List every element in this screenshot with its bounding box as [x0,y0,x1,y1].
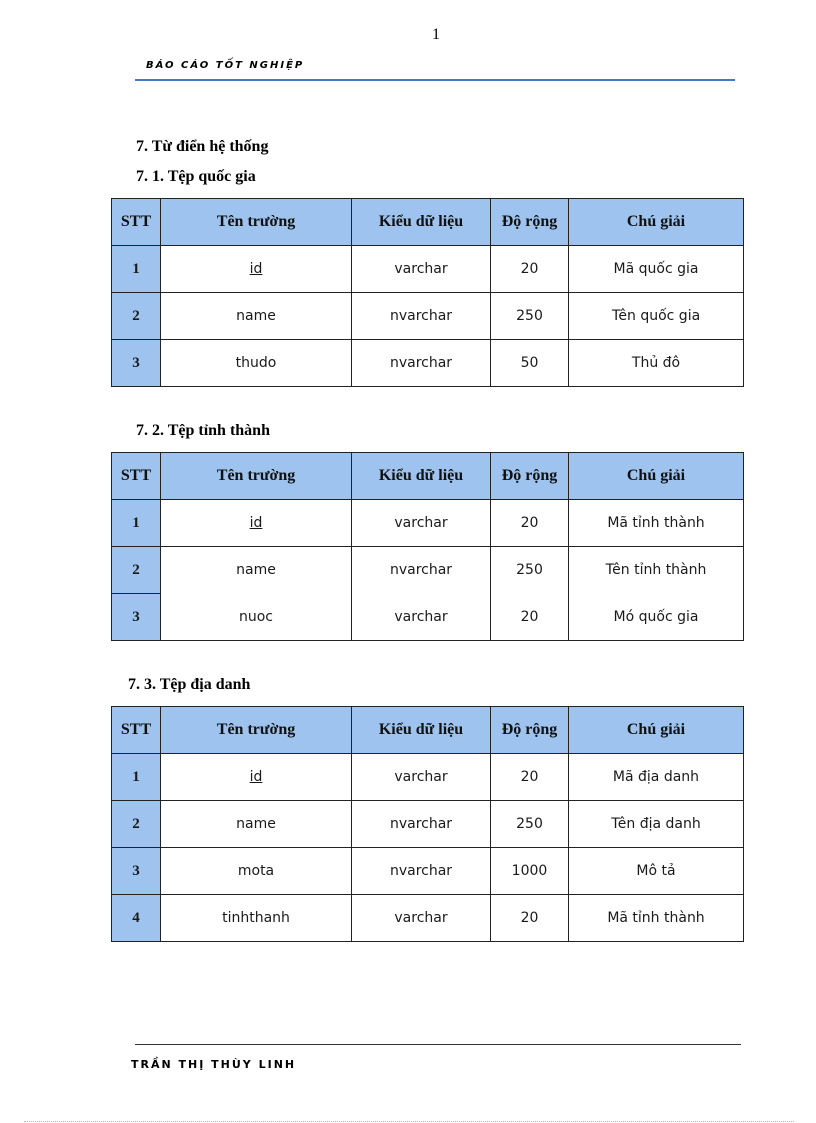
cell-stt: 3 [112,848,161,895]
cell-note: Mó quốc gia [569,594,744,641]
cell-data-type: nvarchar [352,293,491,340]
cell-field-name: id [161,500,352,547]
cell-field-name: name [161,293,352,340]
cell-stt: 1 [112,500,161,547]
cell-field-name: name [161,547,352,594]
footer-divider [135,1044,741,1045]
cell-data-type: varchar [352,500,491,547]
table-header-row [112,199,744,246]
page-bottom-border [24,1121,794,1122]
cell-field-name: id [161,246,352,293]
header-width: Độ rộng [491,199,569,246]
cell-width: 250 [491,293,569,340]
header-note: Chú giải [569,453,744,500]
cell-field-name: id [161,754,352,801]
header-field-name: Tên trường [161,199,352,246]
header-stt: STT [112,707,161,754]
header-stt: STT [112,453,161,500]
header-note: Chú giải [569,199,744,246]
table-heading-country: 7. 1. Tệp quốc gia [136,168,256,185]
cell-note: Tên quốc gia [569,293,744,340]
cell-note: Mã quốc gia [569,246,744,293]
page-number: 1 [432,26,440,43]
cell-stt: 2 [112,801,161,848]
cell-stt: 1 [112,246,161,293]
cell-stt: 1 [112,754,161,801]
cell-note: Tên tỉnh thành [569,547,744,594]
cell-width: 20 [491,500,569,547]
cell-field-name: thudo [161,340,352,387]
cell-note: Thủ đô [569,340,744,387]
cell-stt: 2 [112,547,161,594]
table-heading-place: 7. 3. Tệp địa danh [128,676,251,693]
cell-data-type: nvarchar [352,340,491,387]
country-table [111,198,744,387]
header-data-type: Kiểu dữ liệu [352,453,491,500]
cell-width: 20 [491,594,569,641]
cell-width: 20 [491,895,569,942]
cell-width: 1000 [491,848,569,895]
table-header-row [112,453,744,500]
table-row [112,848,744,895]
cell-width: 50 [491,340,569,387]
cell-width: 20 [491,246,569,293]
header-width: Độ rộng [491,707,569,754]
cell-width: 20 [491,754,569,801]
table-row [112,500,744,547]
header-stt: STT [112,199,161,246]
cell-width: 250 [491,801,569,848]
cell-note: Mã tỉnh thành [569,500,744,547]
cell-field-name: tinhthanh [161,895,352,942]
table-row [112,594,744,641]
cell-note: Mã địa danh [569,754,744,801]
header-field-name: Tên trường [161,453,352,500]
header-width: Độ rộng [491,453,569,500]
table-row [112,246,744,293]
table-row [112,801,744,848]
cell-field-name: nuoc [161,594,352,641]
section-title: 7. Từ điển hệ thống [136,138,269,155]
table-row [112,547,744,594]
cell-data-type: varchar [352,246,491,293]
place-table [111,706,744,942]
report-header-title: BÁO CÁO TỐT NGHIỆP [146,60,305,71]
cell-field-name: name [161,801,352,848]
cell-field-name: mota [161,848,352,895]
cell-note: Mã tỉnh thành [569,895,744,942]
header-field-name: Tên trường [161,707,352,754]
cell-data-type: varchar [352,754,491,801]
cell-stt: 3 [112,340,161,387]
cell-data-type: varchar [352,594,491,641]
cell-stt: 2 [112,293,161,340]
cell-stt: 3 [112,594,161,641]
table-heading-province: 7. 2. Tệp tỉnh thành [136,422,270,439]
cell-note: Mô tả [569,848,744,895]
cell-data-type: nvarchar [352,801,491,848]
cell-data-type: varchar [352,895,491,942]
cell-width: 250 [491,547,569,594]
cell-stt: 4 [112,895,161,942]
cell-note: Tên địa danh [569,801,744,848]
header-divider [135,79,735,81]
table-row [112,895,744,942]
table-row [112,754,744,801]
table-header-row [112,707,744,754]
header-data-type: Kiểu dữ liệu [352,707,491,754]
table-row [112,293,744,340]
province-table [111,452,744,641]
cell-data-type: nvarchar [352,547,491,594]
header-data-type: Kiểu dữ liệu [352,199,491,246]
table-row [112,340,744,387]
cell-data-type: nvarchar [352,848,491,895]
header-note: Chú giải [569,707,744,754]
footer-author: TRẦN THỊ THÙY LINH [131,1058,297,1071]
